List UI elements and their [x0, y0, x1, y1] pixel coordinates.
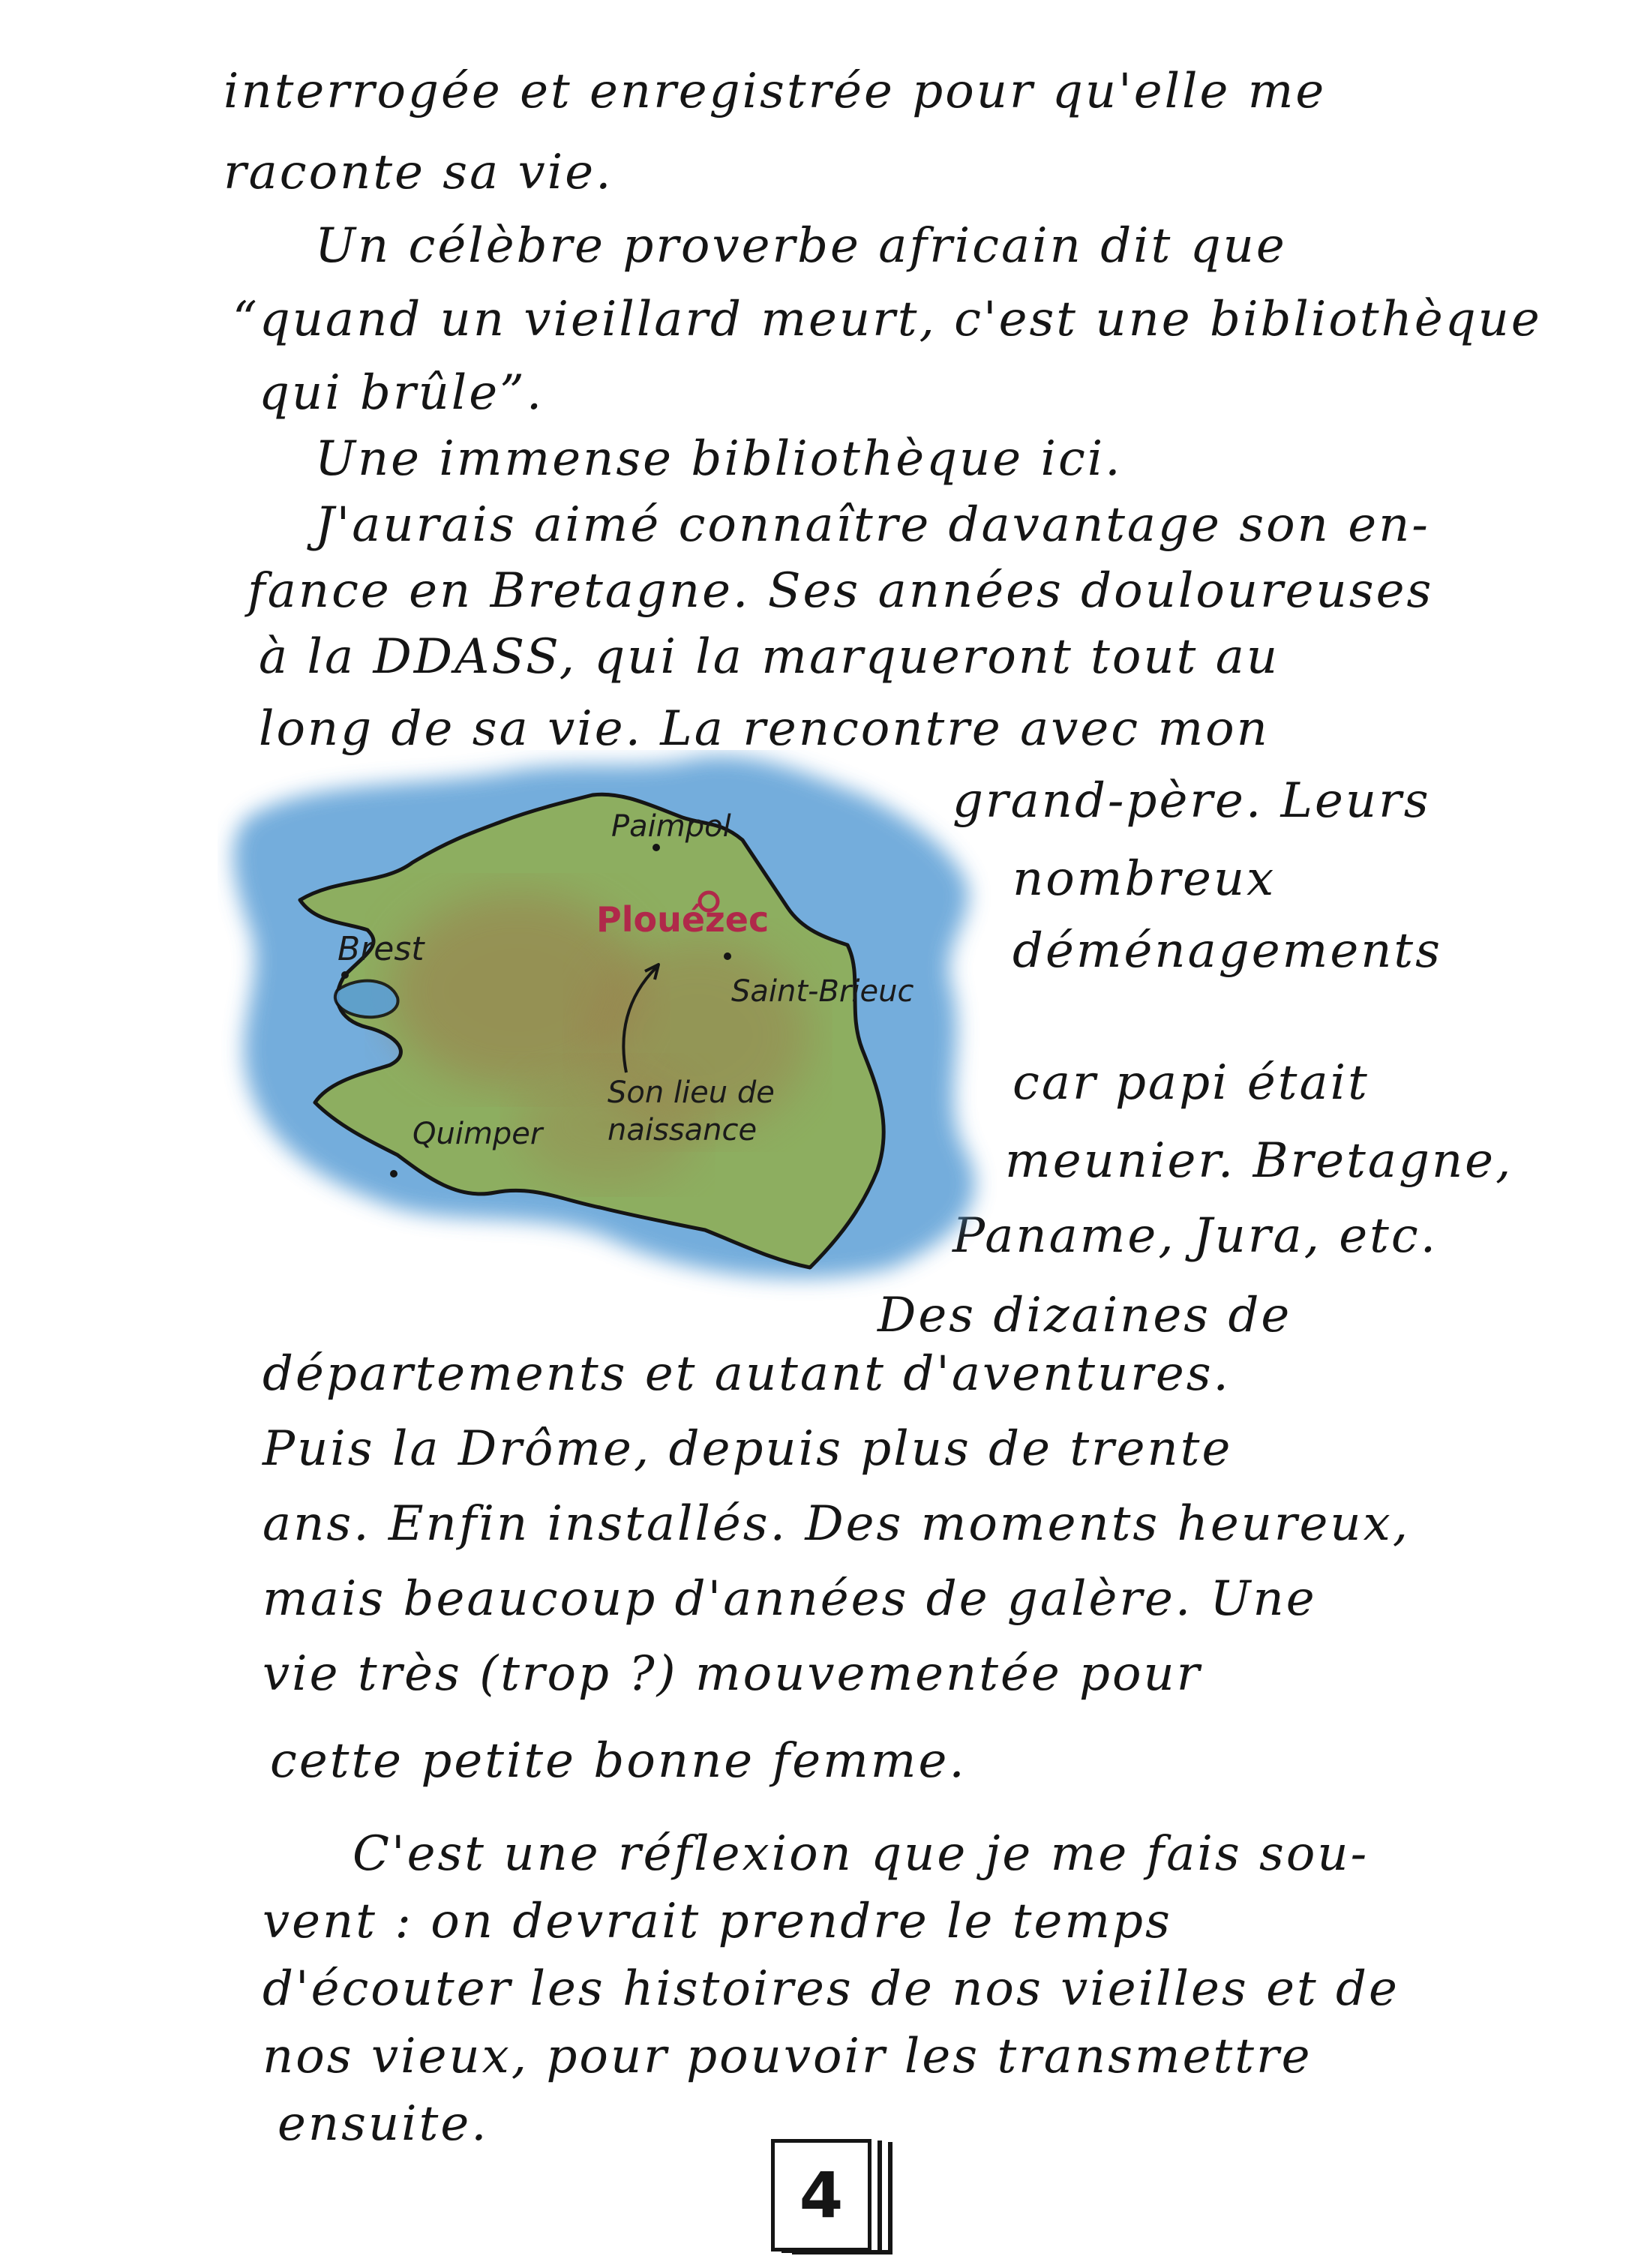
text-line: interrogée et enregistrée pour qu'elle me [224, 64, 1327, 119]
text-line: mais beaucoup d'années de galère. Une [262, 1571, 1317, 1627]
text-line: car papi était [1012, 1055, 1370, 1111]
text-line: nos vieux, pour pouvoir les transmettre [262, 2029, 1312, 2084]
text-line: Une immense bibliothèque ici. [315, 431, 1123, 487]
text-line: qui brûle”. [259, 365, 544, 421]
text-line: J'aurais aimé connaître davantage son en- [315, 497, 1430, 553]
town-dot-quimper [390, 1170, 398, 1178]
text-line: long de sa vie. La rencontre avec mon [259, 701, 1270, 757]
town-dot-brest [341, 971, 349, 979]
text-line: Un célèbre proverbe africain dit que [315, 218, 1287, 274]
town-dot-paimpol [652, 844, 660, 851]
page-number-box [771, 2139, 872, 2252]
town-dot-saint-brieuc [724, 952, 731, 960]
map-label-quimper: Quimper [412, 1117, 543, 1151]
map-label-saint-brieuc: Saint-Brieuc [731, 974, 914, 1009]
text-line: grand-père. Leurs [952, 773, 1431, 829]
brest-roadstead [335, 981, 398, 1018]
text-line: à la DDASS, qui la marqueront tout au [259, 629, 1280, 685]
text-line: “quand un vieillard meurt, c'est une bibliothèque [232, 292, 1542, 347]
text-line: fance en Bretagne. Ses années douloureuses [248, 563, 1434, 619]
text-line: ensuite. [278, 2096, 489, 2152]
text-line: Puis la Drôme, depuis plus de trente [262, 1421, 1233, 1477]
brittany-map [218, 750, 1058, 1305]
text-line: raconte sa vie. [224, 145, 614, 200]
text-line: vent : on devrait prendre le temps [262, 1894, 1172, 1949]
map-label-paimpol: Paimpol [611, 809, 731, 844]
text-line: cette petite bonne femme. [270, 1733, 967, 1789]
map-label-birthplace-2: naissance [608, 1113, 758, 1148]
text-line: Paname, Jura, etc. [952, 1208, 1438, 1264]
text-line: départements et autant d'aventures. [262, 1346, 1231, 1402]
text-line: d'écouter les histoires de nos vieilles et de [262, 1961, 1400, 2017]
page-number: 4 [799, 2158, 844, 2232]
text-line: vie très (trop ?) mouvementée pour [262, 1646, 1202, 1702]
text-line: nombreux [1012, 851, 1276, 907]
text-line: C'est une réflexion que je me fais sou- [352, 1826, 1370, 1882]
map-label-birthplace-1: Son lieu de [608, 1076, 775, 1110]
text-line: meunier. Bretagne, [1005, 1133, 1514, 1189]
text-line: déménagements [1012, 923, 1442, 979]
text-line: ans. Enfin installés. Des moments heureux, [262, 1496, 1411, 1552]
map-label-brest: Brest [338, 930, 424, 968]
text-line: Des dizaines de [878, 1288, 1292, 1343]
map-label-plouezec: Plouézec [596, 899, 770, 940]
